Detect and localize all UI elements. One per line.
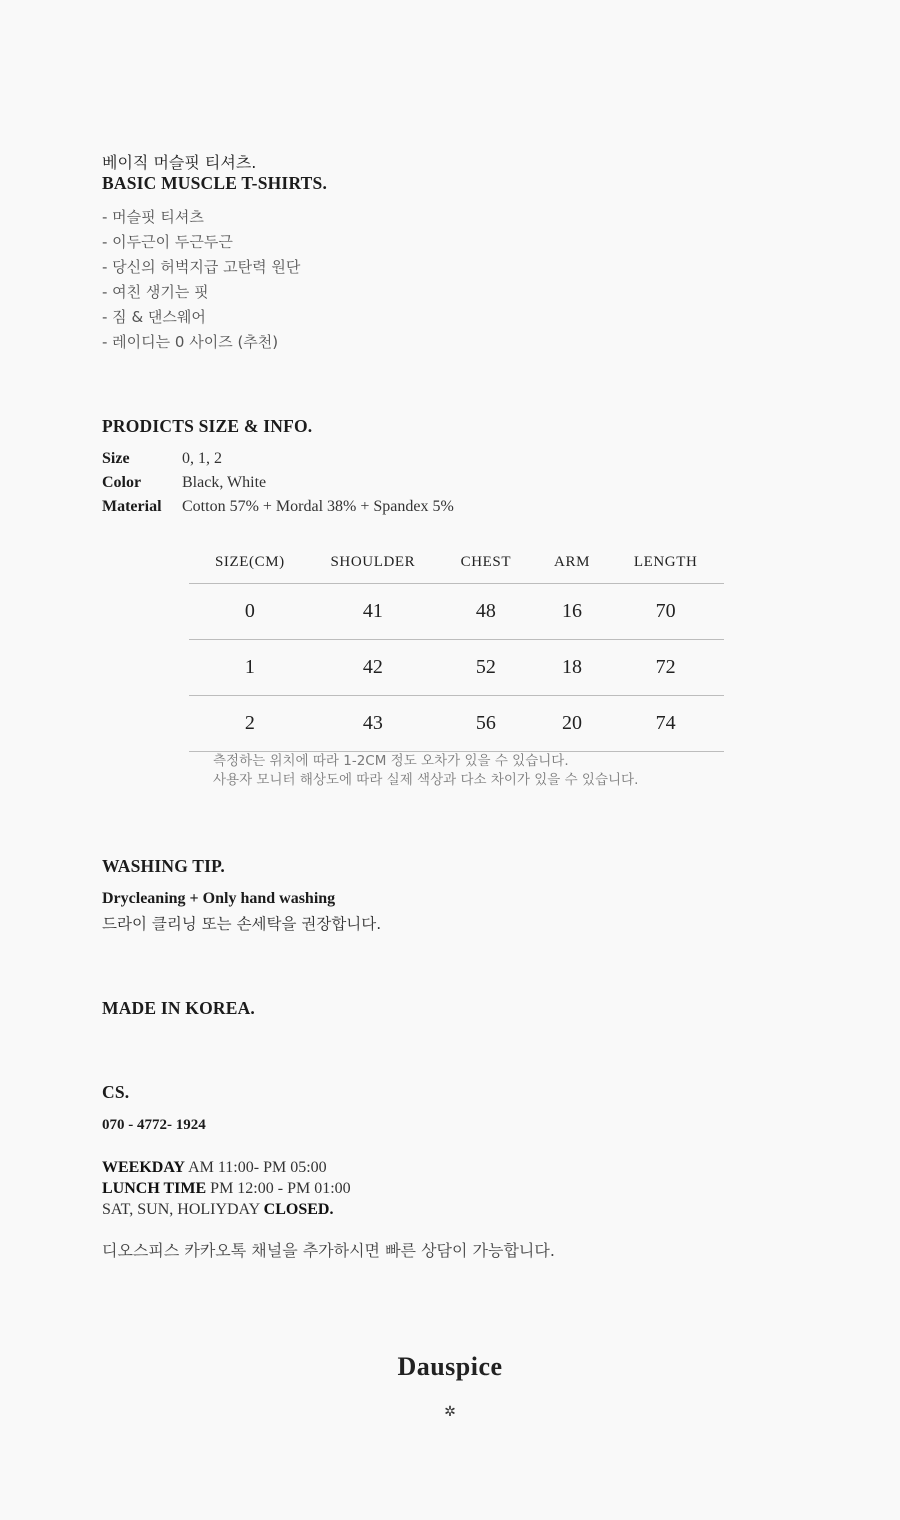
weekday-label: WEEKDAY <box>102 1159 185 1176</box>
size-info-heading: PRODICTS SIZE & INFO. <box>102 416 313 436</box>
size-table-header <box>189 541 724 584</box>
cs-heading: CS. <box>102 1082 130 1102</box>
size-table <box>189 541 724 752</box>
washing-instruction-korean: 드라이 클리닝 또는 손세탁을 권장합니다. <box>102 915 382 933</box>
info-value: 0, 1, 2 <box>182 450 222 467</box>
table-cell: 41 <box>311 584 435 640</box>
feature-item: - 짐 & 댄스웨어 <box>102 308 206 326</box>
cs-phone: 070 - 4772- 1924 <box>102 1117 206 1133</box>
feature-list <box>102 205 300 355</box>
closed-label: CLOSED. <box>263 1201 334 1218</box>
washing-heading: WASHING TIP. <box>102 856 226 876</box>
table-cell: 70 <box>607 584 724 640</box>
info-value: Black, White <box>182 474 267 491</box>
note-line: 측정하는 위치에 따라 1-2CM 정도 오차가 있을 수 있습니다. <box>213 753 569 769</box>
brand-mark-icon: ✲ <box>444 1405 456 1420</box>
closed-days-text: SAT, SUN, HOLIYDAY <box>102 1201 264 1218</box>
table-cell: 52 <box>435 640 537 696</box>
table-cell: 43 <box>311 696 435 752</box>
washing-instruction-english: Drycleaning + Only hand washing <box>102 890 336 907</box>
info-label: Color <box>102 474 142 491</box>
feature-item: - 당신의 허벅지급 고탄력 원단 <box>102 258 301 276</box>
table-cell: 20 <box>537 696 608 752</box>
info-row-size <box>102 450 454 474</box>
brand-logo: Dauspice <box>397 1352 503 1381</box>
column-header: LENGTH <box>607 541 724 584</box>
table-cell: 48 <box>435 584 537 640</box>
table-cell: 56 <box>435 696 537 752</box>
info-label: Size <box>102 450 130 467</box>
column-header: SIZE(CM) <box>189 541 311 584</box>
cs-hours <box>102 1157 351 1220</box>
lunch-label: LUNCH TIME <box>102 1180 207 1197</box>
info-row-color <box>102 474 454 498</box>
kakao-channel-note: 디오스피스 카카오톡 채널을 추가하시면 빠른 상담이 가능합니다. <box>102 1241 555 1260</box>
table-cell: 18 <box>537 640 608 696</box>
product-info <box>102 450 454 522</box>
table-cell: 2 <box>189 696 311 752</box>
feature-item: - 이두근이 두근두근 <box>102 233 233 251</box>
weekday-hours <box>102 1157 351 1178</box>
note-line: 사용자 모니터 해상도에 따라 실제 색상과 다소 차이가 있을 수 있습니다. <box>213 772 639 788</box>
info-row-material <box>102 498 454 522</box>
origin-heading: MADE IN KOREA. <box>102 998 256 1018</box>
feature-item: - 여친 생기는 핏 <box>102 283 209 301</box>
table-row <box>189 696 724 752</box>
table-cell: 74 <box>607 696 724 752</box>
column-header: CHEST <box>435 541 537 584</box>
product-title-korean: 베이직 머슬핏 티셔츠. <box>102 153 257 172</box>
product-title-english: BASIC MUSCLE T-SHIRTS. <box>102 173 328 193</box>
table-cell: 16 <box>537 584 608 640</box>
weekday-time: AM 11:00- PM 05:00 <box>184 1159 327 1176</box>
column-header: SHOULDER <box>311 541 435 584</box>
table-row <box>189 584 724 640</box>
info-label: Material <box>102 498 162 515</box>
lunch-time: PM 12:00 - PM 01:00 <box>206 1180 351 1197</box>
lunch-hours <box>102 1178 351 1199</box>
closed-days <box>102 1199 351 1220</box>
table-cell: 0 <box>189 584 311 640</box>
table-cell: 72 <box>607 640 724 696</box>
table-cell: 1 <box>189 640 311 696</box>
feature-item: - 머슬핏 티셔츠 <box>102 208 204 226</box>
feature-item: - 레이디는 0 사이즈 (추천) <box>102 333 279 351</box>
info-value: Cotton 57% + Mordal 38% + Spandex 5% <box>182 498 454 515</box>
measurement-notes <box>213 752 638 790</box>
table-row <box>189 640 724 696</box>
table-cell: 42 <box>311 640 435 696</box>
column-header: ARM <box>537 541 608 584</box>
